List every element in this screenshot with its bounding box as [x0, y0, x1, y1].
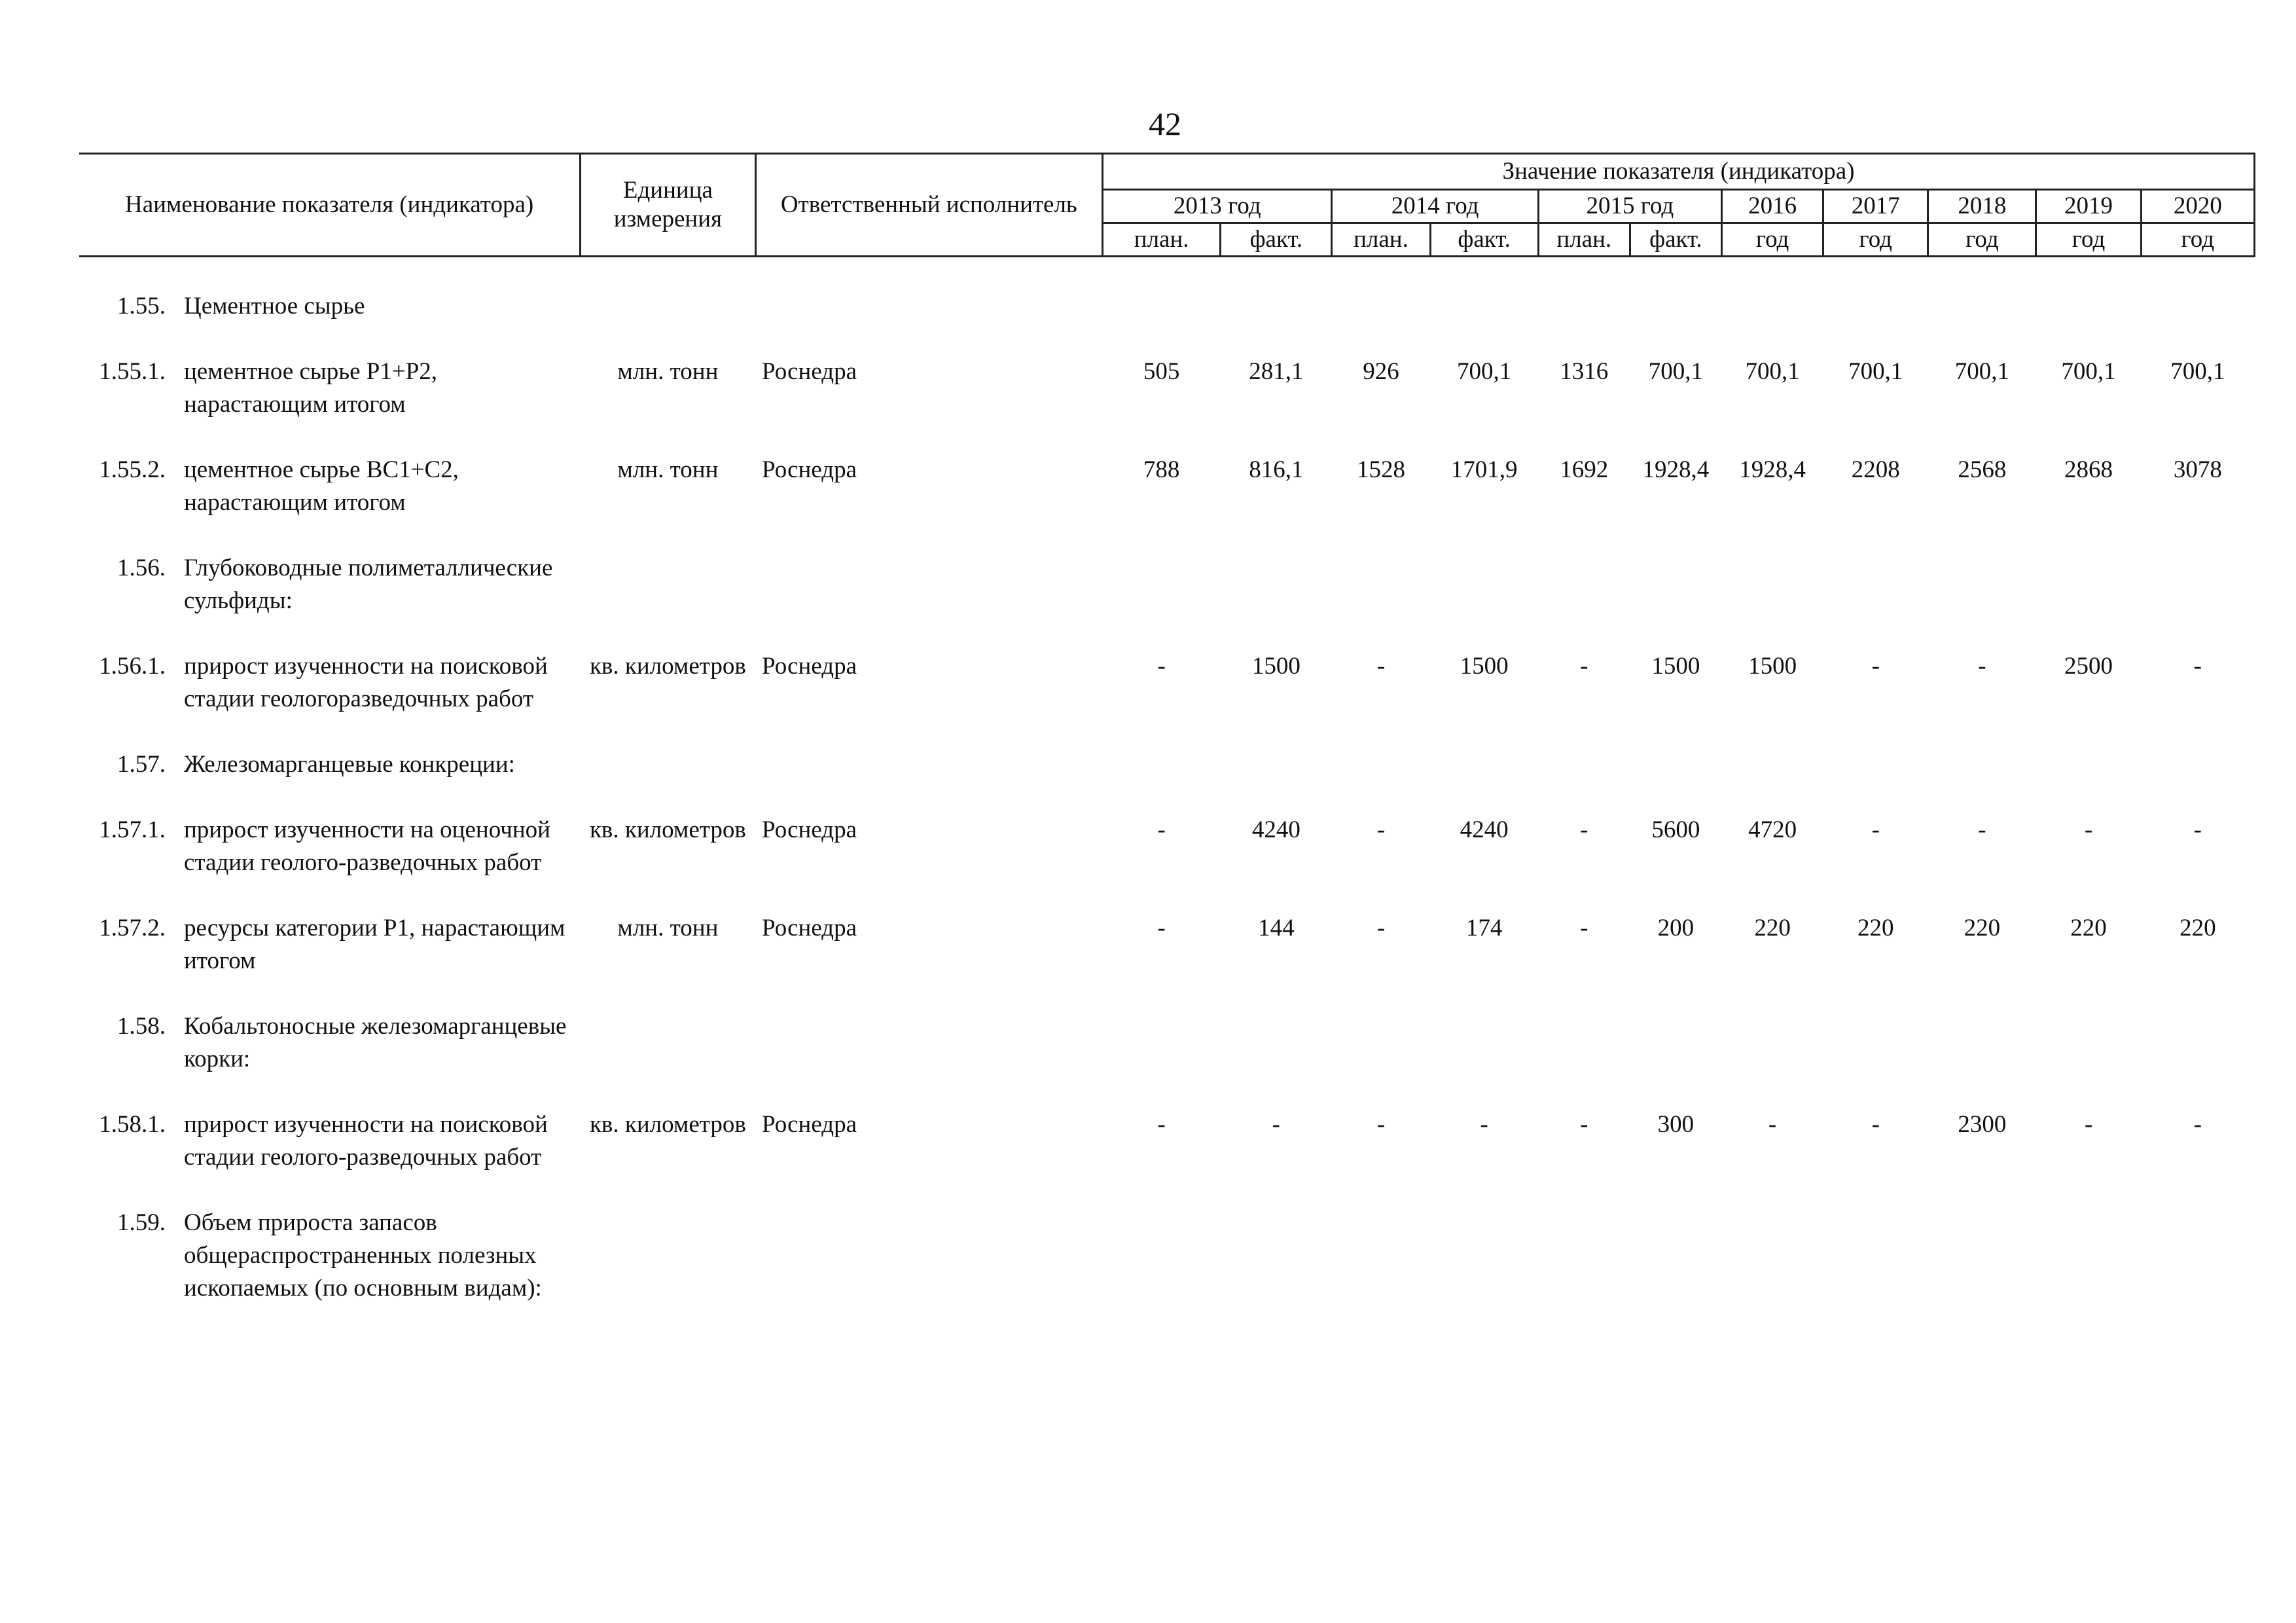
header-year-2013: 2013 год [1103, 190, 1332, 223]
unit-cell [581, 748, 755, 814]
value-cell: 4720 [1748, 816, 1797, 843]
indicator-number: 1.59. [117, 1209, 166, 1236]
header-year-2018: 2018 [1928, 190, 2036, 223]
value-cell [1103, 552, 1221, 650]
indicator-name: цементное сырье P1+P2, нарастающим итогом [184, 358, 438, 418]
unit-cell: кв. километров [589, 1111, 746, 1138]
indicator-name: цементное сырье BC1+C2, нарастающим итогом [184, 456, 459, 516]
value-cell: 700,1 [1954, 358, 2010, 385]
value-cell [1103, 1207, 1221, 1338]
executor-cell: Роснедра [762, 456, 857, 483]
table-row [79, 1207, 2255, 1338]
value-cell: 1701,9 [1450, 456, 1518, 483]
table-row [79, 650, 2255, 748]
value-cell [1221, 748, 1332, 814]
value-cell: 1692 [1560, 456, 1609, 483]
value-cell [1823, 748, 1928, 814]
value-cell [1103, 290, 1221, 356]
table-row [79, 356, 2255, 454]
unit-cell: кв. километров [589, 653, 746, 680]
value-cell: 2208 [1851, 456, 1900, 483]
value-cell [1928, 1207, 2036, 1338]
table-row [79, 290, 2255, 356]
indicator-name: прирост изученности на поисковой стадии геолого-разведочных работ [184, 1111, 548, 1171]
value-cell: 700,1 [2061, 358, 2116, 385]
value-cell [1538, 290, 1630, 356]
value-cell [2141, 748, 2254, 814]
value-cell: 220 [1754, 915, 1791, 941]
unit-cell [581, 552, 755, 650]
indicator-name: ресурсы категории P1, нарастающим итогом [184, 915, 565, 974]
value-cell: - [2193, 816, 2202, 843]
table-row [79, 814, 2255, 912]
indicator-name: Железомарганцевые конкреции: [184, 751, 515, 778]
value-cell: - [1480, 1111, 1488, 1138]
value-cell: 2568 [1958, 456, 2007, 483]
value-cell: - [1580, 653, 1588, 680]
value-cell: - [1768, 1111, 1777, 1138]
indicator-name-cell [79, 1010, 581, 1108]
value-cell [1332, 552, 1430, 650]
value-cell: - [1157, 816, 1166, 843]
indicator-name: Объем прироста запасов общераспространенных полезных ископаемых (по основным видам): [184, 1209, 542, 1302]
header-2015-fact: факт. [1630, 223, 1721, 257]
value-cell [1630, 1207, 1721, 1338]
executor-cell [755, 1207, 1103, 1338]
header-2020-suffix: год [2141, 223, 2254, 257]
value-cell [1430, 290, 1538, 356]
value-cell [1103, 748, 1221, 814]
value-cell [1630, 748, 1721, 814]
value-cell [1928, 1010, 2036, 1108]
value-cell: - [1978, 816, 1986, 843]
value-cell: 1500 [1460, 653, 1509, 680]
value-cell: 926 [1363, 358, 1399, 385]
value-cell [1221, 552, 1332, 650]
value-cell [1538, 1010, 1630, 1108]
value-cell [1332, 748, 1430, 814]
value-cell [1823, 290, 1928, 356]
header-2018-suffix: год [1928, 223, 2036, 257]
value-cell: 700,1 [1848, 358, 1903, 385]
header-2013-plan: план. [1103, 223, 1221, 257]
header-year-2020: 2020 [2141, 190, 2254, 223]
value-cell: - [1157, 653, 1166, 680]
executor-cell [755, 552, 1103, 650]
value-cell: 220 [1857, 915, 1894, 941]
value-cell: 816,1 [1249, 456, 1304, 483]
header-2017-suffix: год [1823, 223, 1928, 257]
value-cell [1722, 290, 1823, 356]
value-cell [1823, 1207, 1928, 1338]
table-row [79, 748, 2255, 814]
header-unit: Единица измерения [581, 154, 755, 257]
indicator-table [79, 153, 2255, 1338]
value-cell: 5600 [1651, 816, 1700, 843]
table-row [79, 552, 2255, 650]
value-cell [2036, 290, 2141, 356]
value-cell [1332, 290, 1430, 356]
value-cell: - [1871, 816, 1880, 843]
value-cell [1630, 1010, 1721, 1108]
indicator-number: 1.55.2. [99, 456, 166, 483]
value-cell: 2500 [2064, 653, 2113, 680]
value-cell: 700,1 [2170, 358, 2225, 385]
value-cell: - [1376, 816, 1386, 843]
value-cell: 1528 [1356, 456, 1405, 483]
value-cell: - [1157, 1111, 1166, 1138]
executor-cell [755, 1010, 1103, 1108]
header-2013-fact: факт. [1221, 223, 1332, 257]
value-cell: 2300 [1958, 1111, 2007, 1138]
header-year-2019: 2019 [2036, 190, 2141, 223]
value-cell [1430, 552, 1538, 650]
value-cell: 1500 [1251, 653, 1300, 680]
value-cell [1722, 552, 1823, 650]
value-cell: 220 [1964, 915, 2001, 941]
value-cell: 4240 [1460, 816, 1509, 843]
indicator-name-cell [79, 1207, 581, 1338]
executor-cell: Роснедра [762, 358, 857, 385]
value-cell [2141, 1010, 2254, 1108]
table-row [79, 1108, 2255, 1207]
unit-cell: млн. тонн [617, 915, 719, 941]
value-cell: - [1580, 816, 1588, 843]
value-cell: 1500 [1651, 653, 1700, 680]
indicator-name: Глубоководные полиметаллические сульфиды: [184, 555, 553, 614]
value-cell [1332, 1010, 1430, 1108]
indicator-number: 1.55. [117, 293, 166, 319]
value-cell: 220 [2179, 915, 2216, 941]
header-2016-suffix: год [1722, 223, 1823, 257]
executor-cell [755, 290, 1103, 356]
value-cell [1538, 552, 1630, 650]
value-cell: - [2193, 653, 2202, 680]
value-cell: - [1272, 1111, 1280, 1138]
table-header [79, 154, 2255, 257]
value-cell [2036, 552, 2141, 650]
indicator-name-cell [79, 552, 581, 650]
value-cell: 2868 [2064, 456, 2113, 483]
value-cell: 1500 [1748, 653, 1797, 680]
value-cell: 281,1 [1249, 358, 1304, 385]
value-cell: - [2193, 1111, 2202, 1138]
executor-cell: Роснедра [762, 1111, 857, 1138]
value-cell [1928, 552, 2036, 650]
value-cell: 788 [1143, 456, 1180, 483]
indicator-name-cell [79, 912, 581, 1010]
table-body [79, 257, 2255, 1338]
value-cell [1221, 1010, 1332, 1108]
header-year-2014: 2014 год [1332, 190, 1538, 223]
value-cell [2141, 552, 2254, 650]
indicator-name: прирост изученности на поисковой стадии геологоразведочных работ [184, 653, 548, 712]
value-cell: 144 [1258, 915, 1295, 941]
value-cell: - [1978, 653, 1986, 680]
value-cell [1538, 1207, 1630, 1338]
indicator-number: 1.56. [117, 555, 166, 581]
unit-cell: кв. километров [589, 816, 746, 843]
value-cell: 1928,4 [1739, 456, 1806, 483]
value-cell [1928, 290, 2036, 356]
unit-cell [581, 1207, 755, 1338]
unit-cell [581, 1010, 755, 1108]
header-value-group: Значение показателя (индикатора) [1103, 154, 2255, 190]
page-number: 42 [1149, 105, 1181, 142]
value-cell: - [1871, 653, 1880, 680]
value-cell [2141, 290, 2254, 356]
value-cell [1823, 552, 1928, 650]
indicator-name: Кобальтоносные железомарганцевые корки: [184, 1013, 567, 1072]
header-2019-suffix: год [2036, 223, 2141, 257]
value-cell: 505 [1143, 358, 1180, 385]
value-cell: - [1871, 1111, 1880, 1138]
value-cell: 4240 [1251, 816, 1300, 843]
value-cell: 1316 [1560, 358, 1609, 385]
value-cell: 1928,4 [1642, 456, 1710, 483]
value-cell [1103, 1010, 1221, 1108]
value-cell: 700,1 [1648, 358, 1704, 385]
value-cell [1722, 1010, 1823, 1108]
header-year-2017: 2017 [1823, 190, 1928, 223]
indicator-name-cell [79, 290, 581, 356]
value-cell [1722, 748, 1823, 814]
header-year-2015: 2015 год [1538, 190, 1721, 223]
indicator-number: 1.58.1. [99, 1111, 166, 1138]
header-2014-plan: план. [1332, 223, 1430, 257]
table-row [79, 912, 2255, 1010]
value-cell: - [1376, 653, 1386, 680]
value-cell [1221, 1207, 1332, 1338]
value-cell [1221, 290, 1332, 356]
header-2014-fact: факт. [1430, 223, 1538, 257]
value-cell [2036, 1207, 2141, 1338]
indicator-name-cell [79, 454, 581, 552]
value-cell: 200 [1657, 915, 1695, 941]
header-name: Наименование показателя (индикатора) [79, 154, 581, 257]
indicator-name-cell [79, 650, 581, 748]
unit-cell: млн. тонн [617, 456, 719, 483]
value-cell: - [1376, 1111, 1386, 1138]
indicator-number: 1.57.2. [99, 915, 166, 941]
indicator-number: 1.57. [117, 751, 166, 778]
header-year-2016: 2016 [1722, 190, 1823, 223]
indicator-name: Цементное сырье [184, 293, 365, 319]
value-cell [2036, 748, 2141, 814]
indicator-number: 1.56.1. [99, 653, 166, 680]
unit-cell: млн. тонн [617, 358, 719, 385]
value-cell: - [1157, 915, 1166, 941]
header-executor: Ответственный исполнитель [755, 154, 1103, 257]
value-cell: - [2084, 816, 2093, 843]
value-cell [1430, 1207, 1538, 1338]
value-cell: 3078 [2173, 456, 2222, 483]
value-cell [1430, 1010, 1538, 1108]
header-2015-plan: план. [1538, 223, 1630, 257]
value-cell [1722, 1207, 1823, 1338]
executor-cell: Роснедра [762, 653, 857, 680]
value-cell: 700,1 [1745, 358, 1800, 385]
value-cell: 220 [2070, 915, 2107, 941]
value-cell [1332, 1207, 1430, 1338]
indicator-name-cell [79, 356, 581, 454]
value-cell [1928, 748, 2036, 814]
value-cell [1630, 290, 1721, 356]
table-row [79, 1010, 2255, 1108]
value-cell [1430, 748, 1538, 814]
indicator-name-cell [79, 748, 581, 814]
indicator-name-cell [79, 814, 581, 912]
value-cell: - [1580, 1111, 1588, 1138]
indicator-number: 1.58. [117, 1013, 166, 1040]
indicator-name-cell [79, 1108, 581, 1207]
executor-cell [755, 748, 1103, 814]
indicator-name: прирост изученности на оценочной стадии геолого-разведочных работ [184, 816, 550, 876]
value-cell: - [2084, 1111, 2093, 1138]
value-cell [1823, 1010, 1928, 1108]
table-row [79, 454, 2255, 552]
value-cell: - [1376, 915, 1386, 941]
executor-cell: Роснедра [762, 915, 857, 941]
value-cell [2036, 1010, 2141, 1108]
value-cell: - [1580, 915, 1588, 941]
value-cell [2141, 1207, 2254, 1338]
value-cell [1630, 552, 1721, 650]
value-cell: 300 [1657, 1111, 1695, 1138]
value-cell: 174 [1465, 915, 1503, 941]
unit-cell [581, 290, 755, 356]
value-cell [1538, 748, 1630, 814]
executor-cell: Роснедра [762, 816, 857, 843]
indicator-number: 1.55.1. [99, 358, 166, 385]
value-cell: 700,1 [1457, 358, 1512, 385]
indicator-number: 1.57.1. [99, 816, 166, 843]
